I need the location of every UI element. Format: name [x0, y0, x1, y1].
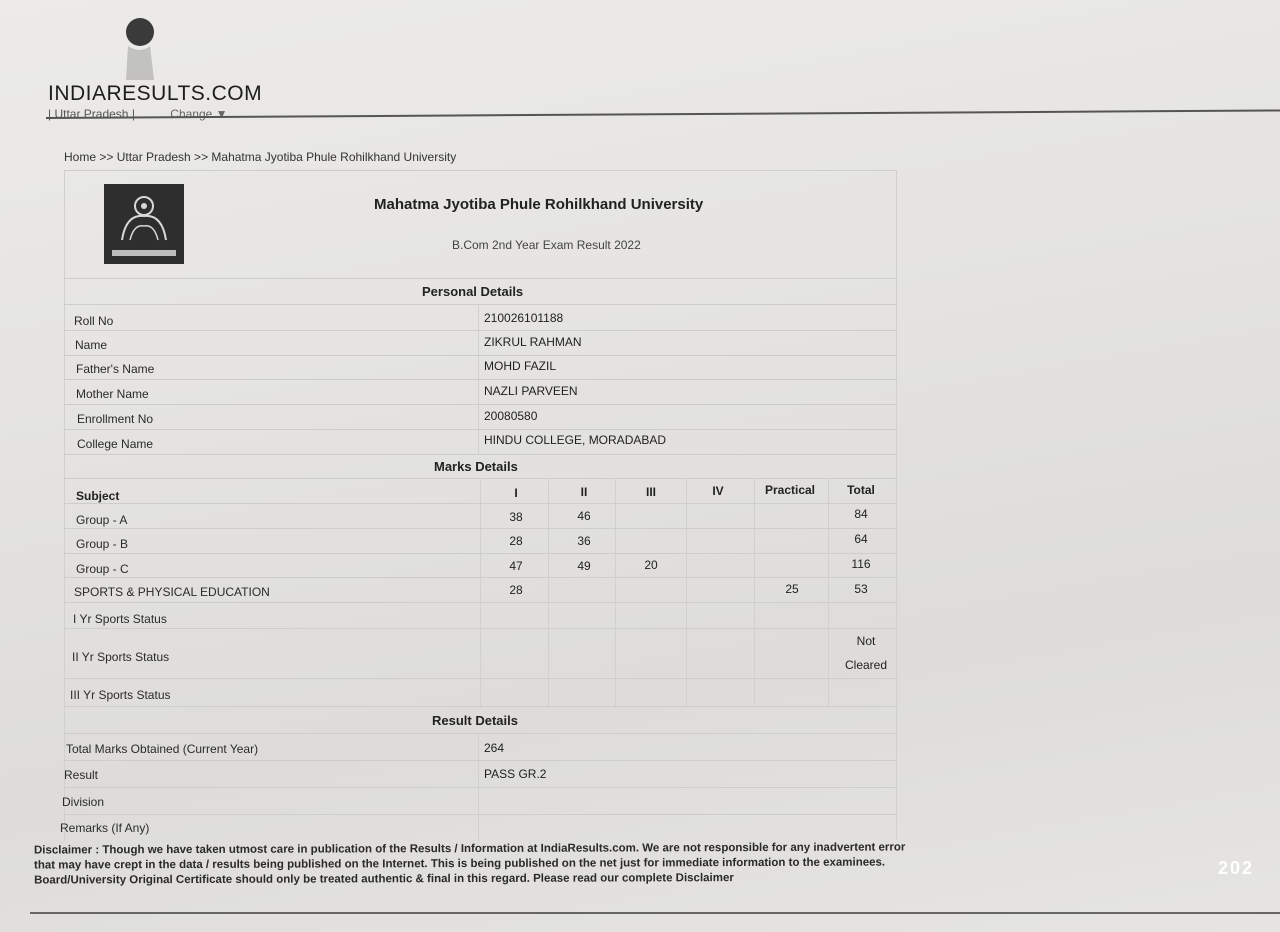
row-divider [64, 454, 896, 455]
breadcrumb[interactable]: Home >> Uttar Pradesh >> Mahatma Jyotiba Phule Rohilkhand University [64, 150, 457, 164]
table-row-subject: Group - A [76, 513, 128, 527]
table-cell-paper-1: 28 [509, 583, 523, 597]
table-row-subject: SPORTS & PHYSICAL EDUCATION [74, 585, 270, 599]
row-divider [64, 304, 896, 305]
table-row-subject: Group - B [76, 537, 129, 551]
sports-status-label: III Yr Sports Status [70, 688, 171, 702]
column-divider [754, 478, 755, 706]
remarks-label: Remarks (If Any) [60, 821, 150, 835]
row-divider [64, 553, 896, 554]
practical-column-header: Practical [764, 483, 816, 497]
result-label: Result [64, 768, 99, 782]
enrollment-no-value: 20080580 [484, 409, 538, 423]
row-divider [64, 330, 896, 331]
university-seal-icon [104, 184, 184, 264]
sports-status-cleared: Cleared [844, 658, 888, 672]
table-cell-paper-2: 49 [577, 559, 591, 573]
marks-details-heading: Marks Details [434, 459, 518, 474]
row-divider [64, 278, 896, 279]
column-divider [686, 478, 687, 706]
row-divider [64, 404, 896, 405]
name-value: ZIKRUL RAHMAN [484, 335, 582, 349]
row-divider [64, 678, 896, 679]
university-title: Mahatma Jyotiba Phule Rohilkhand University [374, 196, 704, 213]
result-details-heading: Result Details [432, 713, 518, 728]
table-cell-paper-1: 28 [509, 534, 523, 548]
table-cell-paper-1: 38 [509, 510, 523, 524]
college-name-label: College Name [77, 437, 154, 451]
table-cell-total: 64 [854, 532, 868, 546]
row-divider [64, 760, 896, 761]
total-marks-label: Total Marks Obtained (Current Year) [66, 742, 259, 756]
roll-no-value: 210026101188 [484, 311, 564, 325]
column-divider [548, 478, 549, 706]
enrollment-no-label: Enrollment No [77, 412, 154, 426]
table-border-top [64, 170, 896, 171]
father-name-label: Father's Name [76, 362, 155, 376]
disclaimer-text: Disclaimer : Though we have taken utmost care in publication of the Results / Information at IndiaResults.com. We are not responsible for any inadvertent error that may have crept in the data / results being published on the Internet. This is being published on the net just for immediate information to the examinees. Board/University Original Certificate should only be treated authentic & final in this regard. Please read our complete Disclaimer [33, 841, 906, 887]
table-cell-paper-1: 47 [509, 559, 523, 573]
mother-name-label: Mother Name [76, 387, 149, 401]
row-divider [64, 379, 896, 380]
table-cell-paper-2: 36 [577, 534, 591, 548]
name-label: Name [75, 338, 108, 352]
table-cell-practical: 25 [785, 582, 799, 596]
row-divider [64, 787, 896, 788]
paper-4-column-header: IV [712, 484, 724, 498]
table-cell-paper-3: 20 [644, 558, 658, 572]
paper-2-column-header: II [580, 485, 588, 499]
father-name-value: MOHD FAZIL [484, 359, 557, 373]
row-divider [64, 577, 896, 578]
change-region-link[interactable]: Change ▼ [170, 107, 228, 121]
roll-no-label: Roll No [74, 314, 114, 328]
table-border-left [64, 170, 65, 840]
row-divider [64, 503, 896, 504]
subject-column-header: Subject [76, 489, 120, 503]
table-cell-total: 84 [854, 507, 868, 521]
total-marks-value: 264 [484, 741, 505, 755]
table-border-right [896, 170, 897, 840]
row-divider [64, 429, 896, 430]
sports-status-label: I Yr Sports Status [73, 612, 167, 626]
sports-status-not: Not [856, 634, 876, 648]
table-row-subject: Group - C [76, 562, 129, 576]
exam-title: B.Com 2nd Year Exam Result 2022 [452, 238, 641, 252]
table-cell-paper-2: 46 [577, 509, 591, 523]
site-name[interactable]: INDIARESULTS.COM [48, 82, 263, 105]
personal-details-heading: Personal Details [422, 284, 524, 299]
table-cell-total: 53 [854, 582, 868, 596]
region-selector [48, 107, 228, 121]
result-value: PASS GR.2 [484, 767, 547, 781]
column-divider [828, 478, 829, 706]
mother-name-value: NAZLI PARVEEN [484, 384, 578, 398]
column-divider [480, 478, 481, 706]
header-divider [46, 109, 1280, 119]
row-divider [64, 528, 896, 529]
row-divider [64, 814, 896, 815]
division-label: Division [62, 795, 105, 809]
sports-status-label: II Yr Sports Status [72, 650, 170, 664]
paper-3-column-header: III [645, 485, 656, 499]
row-divider [64, 602, 896, 603]
row-divider [64, 733, 896, 734]
site-logo-icon [120, 16, 158, 82]
photo-timestamp: 202 [1218, 858, 1255, 878]
footer-divider [30, 912, 1280, 914]
college-name-value: HINDU COLLEGE, MORADABAD [484, 433, 667, 447]
row-divider [64, 355, 896, 356]
row-divider [64, 706, 896, 707]
row-divider [64, 628, 896, 629]
paper-1-column-header: I [514, 486, 518, 500]
column-divider [615, 478, 616, 706]
table-cell-total: 116 [851, 557, 871, 571]
total-column-header: Total [847, 483, 875, 497]
region-label: | Uttar Pradesh | [48, 107, 135, 121]
